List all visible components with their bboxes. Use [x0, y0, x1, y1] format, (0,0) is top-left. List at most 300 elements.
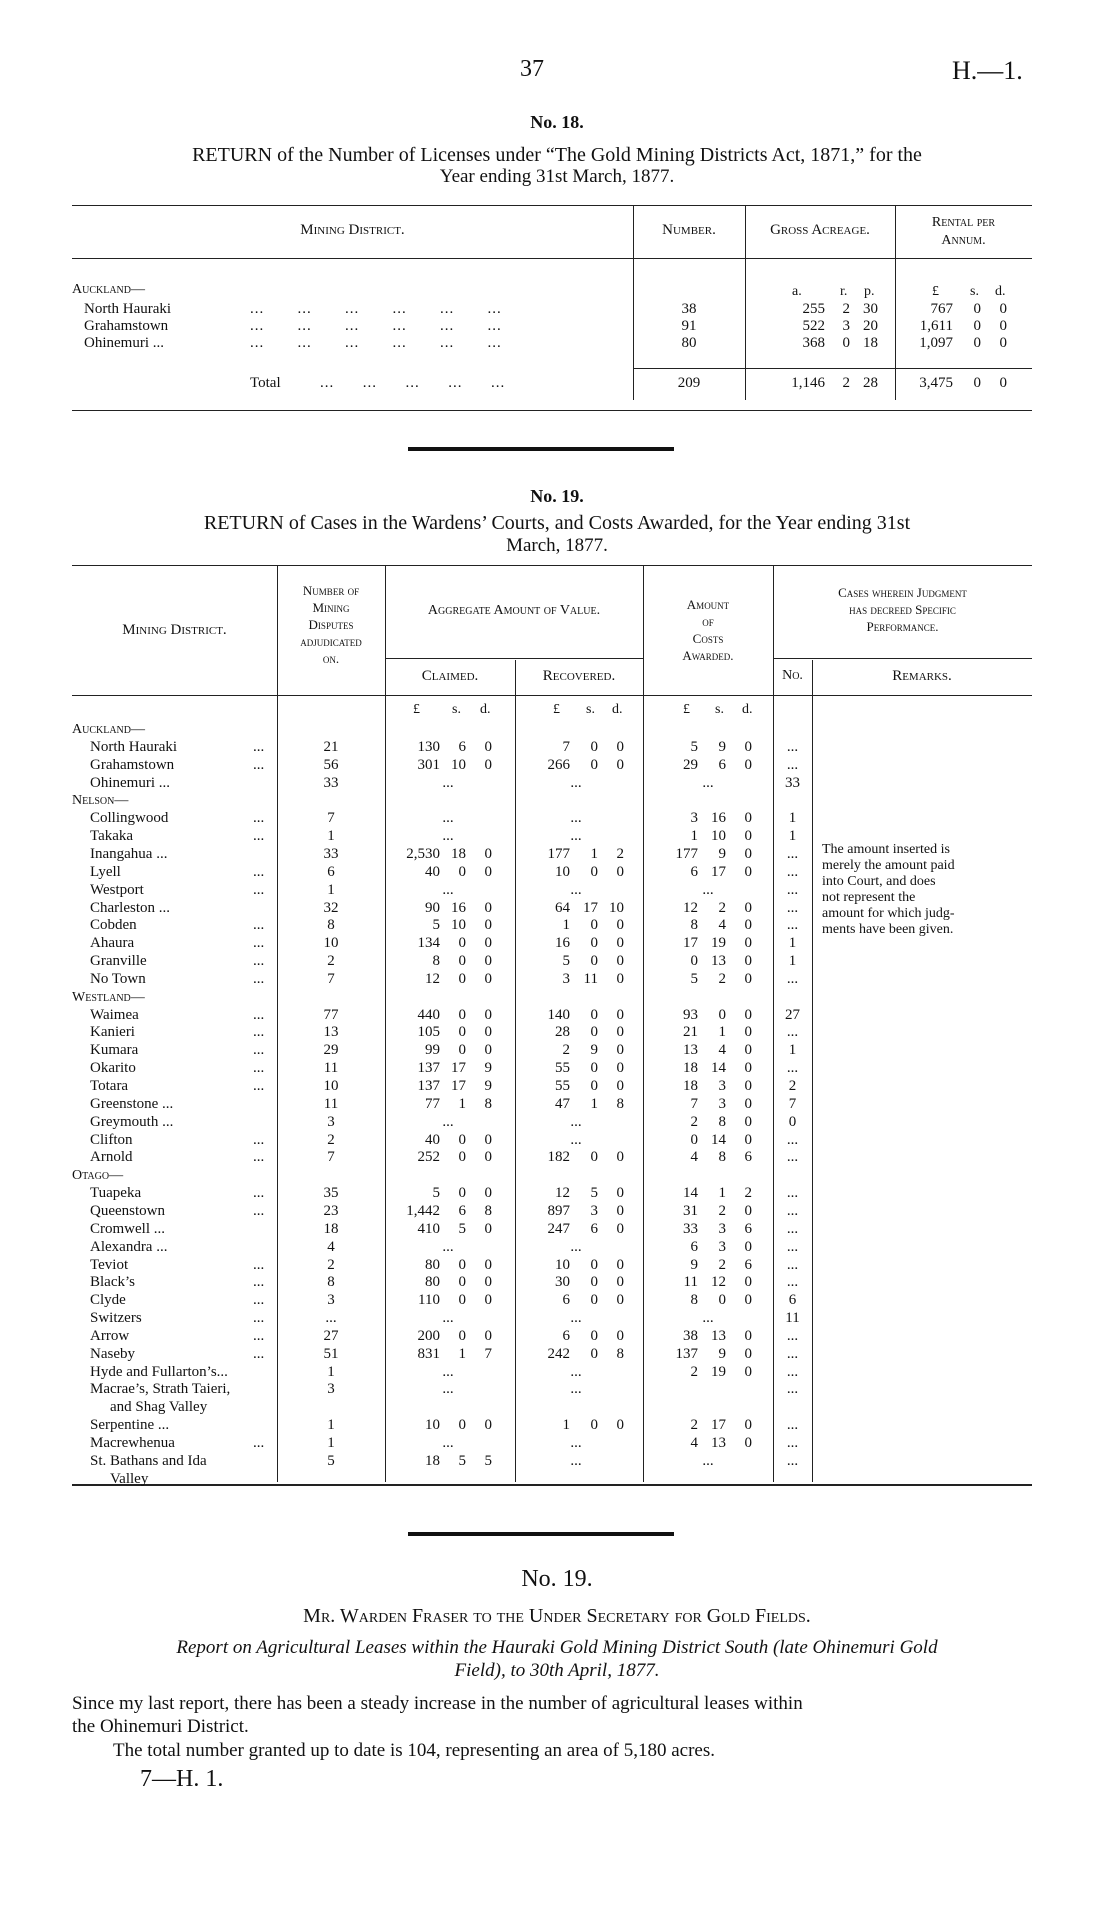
t19-row-claimed: 0	[484, 1257, 492, 1273]
t18-total-label: Total	[250, 375, 281, 391]
t19-row-claimed: 0	[484, 739, 492, 755]
t19-row-costs: 14	[711, 1060, 726, 1076]
t18-total-r: 2	[842, 375, 850, 391]
t19-header-claimed: Claimed.	[421, 668, 479, 684]
t19-header-aggregate: Aggregate Amount of Value.	[427, 603, 601, 618]
t19-row-disputes: 1	[327, 1435, 335, 1451]
t19-row-disputes: 2	[327, 953, 335, 969]
t19-row-district: Teviot	[90, 1257, 129, 1273]
t19-row-costs: 0	[744, 1364, 752, 1380]
t19-row-claimed: 0	[484, 1132, 492, 1148]
t19-row-costs: 8	[690, 1292, 698, 1308]
t19-row-costs: ...	[702, 775, 714, 791]
t19-row-leaders: ...	[253, 1292, 265, 1308]
t19-row-district: Okarito	[90, 1060, 136, 1076]
t19-row-claimed: 0	[484, 1292, 492, 1308]
t19-header-cases: Performance.	[866, 619, 939, 634]
t19-row-recovered: 0	[616, 935, 624, 951]
t18-row-r: 2	[842, 301, 850, 317]
t19-row-recovered: 55	[555, 1078, 570, 1094]
t19-row-judgment-no: ...	[786, 917, 799, 933]
t19-row-disputes: 1	[327, 882, 335, 898]
table18-number: No. 18.	[530, 112, 584, 132]
t19-row-claimed: 80	[425, 1257, 440, 1273]
t19-row-recovered: 0	[616, 1328, 624, 1344]
t18-total-a: 1,146	[791, 375, 825, 391]
t19-row-recovered: 3	[562, 971, 570, 987]
t19-row-claimed: 0	[458, 1132, 466, 1148]
t19-row-claimed: 12	[425, 971, 440, 987]
t19-row-disputes: 33	[323, 846, 339, 862]
t19-row-costs: 10	[711, 828, 726, 844]
t19-row-claimed: 1,442	[406, 1203, 440, 1219]
t18-total-dots: ... ... ... ... ...	[320, 375, 506, 391]
t19-row-recovered: 0	[590, 1257, 598, 1273]
t19-row-costs: 0	[744, 1274, 752, 1290]
t19-row-claimed: 8	[432, 953, 440, 969]
t19-row-judgment-no: 11	[785, 1310, 800, 1326]
t19-row-costs: 2	[690, 1417, 698, 1433]
t19-row-recovered: 16	[555, 935, 570, 951]
t19-row-disputes: 13	[323, 1024, 339, 1040]
t19-row-leaders: ...	[253, 1060, 265, 1076]
t19-row-disputes: 10	[323, 1078, 339, 1094]
t19-row-district: Greymouth ...	[90, 1114, 174, 1130]
t19-row-claimed: 0	[484, 864, 492, 880]
t19-row-claimed: 0	[458, 953, 466, 969]
t19-row-recovered: 5	[562, 953, 570, 969]
t19-row-costs: 0	[744, 971, 752, 987]
t19-row-district: Inangahua ...	[90, 846, 168, 862]
t19-row-leaders: ...	[253, 1257, 265, 1273]
t19-row-claimed: 10	[425, 1417, 440, 1433]
t19-row-recovered: 0	[616, 1292, 624, 1308]
t19-row-costs: 9	[718, 739, 726, 755]
t19-row-claimed: 0	[484, 1024, 492, 1040]
t19-row-claimed: 252	[417, 1149, 440, 1165]
t19-row-recovered: 140	[547, 1007, 570, 1023]
t19-unit-a-d: d.	[742, 702, 753, 717]
t19-row-claimed: 1	[458, 1346, 466, 1362]
t19-row-claimed: 40	[425, 864, 440, 880]
t19-row-judgment-no: 27	[785, 1007, 800, 1023]
t19-row-costs: 6	[690, 1239, 698, 1255]
t19-row-district: Naseby	[90, 1346, 135, 1362]
t19-row-district: North Hauraki	[90, 739, 178, 755]
t18-unit-pound: £	[932, 284, 939, 299]
t19-row-recovered: 0	[590, 1328, 598, 1344]
t19-unit-r-d: d.	[612, 702, 623, 717]
t19-row-recovered: 6	[562, 1328, 570, 1344]
t19-row-claimed: 77	[425, 1096, 440, 1112]
t19-row-disputes: 11	[323, 1060, 339, 1076]
t19-row-judgment-no: ...	[786, 1364, 799, 1380]
t19-row-recovered: 0	[590, 1292, 598, 1308]
t18-row-r: 3	[842, 318, 850, 334]
t19-row-claimed: 0	[458, 971, 466, 987]
table19-title-line1: RETURN of Cases in the Wardens’ Courts, and Costs Awarded, for the Year ending 31st	[203, 512, 911, 534]
t19-row-district: Switzers	[90, 1310, 142, 1326]
t19-row-disputes: 23	[323, 1203, 339, 1219]
t19-row-judgment-no: ...	[786, 1381, 799, 1397]
t19-row-claimed: 0	[484, 900, 492, 916]
t19-row-recovered: 0	[616, 739, 624, 755]
t19-row-claimed: ...	[442, 1310, 454, 1326]
t19-row-judgment-no: 2	[788, 1078, 797, 1094]
t19-row-recovered: ...	[570, 828, 582, 844]
t19-row-recovered: 0	[616, 1149, 624, 1165]
t18-total-s: 0	[973, 375, 981, 391]
t19-province: Auckland—	[72, 722, 145, 737]
t19-row-disputes: 35	[323, 1185, 339, 1201]
t19-row-claimed: 0	[484, 953, 492, 969]
t19-row-district: Waimea	[90, 1007, 139, 1023]
t19-row-costs: 0	[744, 846, 752, 862]
t19-row-claimed: ...	[442, 810, 454, 826]
t19-row-costs: 0	[744, 917, 752, 933]
separator-rule	[408, 447, 674, 451]
t19-row-judgment-no: 1	[788, 1042, 797, 1058]
t19-row-disputes: 21	[323, 739, 339, 755]
t19-row-recovered: 1	[590, 1096, 598, 1112]
t19-row-claimed: 90	[425, 900, 440, 916]
t19-header-cases: has decreed Specific	[849, 602, 956, 617]
t19-row-district: Tuapeka	[90, 1185, 142, 1201]
t19-row-recovered: 0	[616, 1060, 624, 1076]
t19-row-disputes: 33	[323, 775, 339, 791]
t19-row-leaders: ...	[253, 810, 265, 826]
t19-row-claimed: 0	[458, 1274, 466, 1290]
t19-row-costs: 4	[718, 917, 726, 933]
t19-row-costs: 0	[744, 1060, 752, 1076]
t19-row-costs: 12	[683, 900, 698, 916]
t18-header-district: Mining District.	[300, 222, 405, 238]
t19-row-costs: ...	[702, 1310, 714, 1326]
t18-row-s: 0	[973, 335, 981, 351]
t19-row-district: Clifton	[90, 1132, 133, 1148]
t19-row-disputes: 1	[327, 828, 335, 844]
t19-row-judgment-no: 1	[788, 828, 797, 844]
t19-row-leaders: ...	[253, 917, 265, 933]
t19-row-claimed: 0	[484, 1042, 492, 1058]
page-number: 37	[520, 56, 544, 82]
t19-row-costs: 13	[711, 1328, 726, 1344]
t19-row-claimed: 137	[417, 1078, 440, 1094]
t19-row-disputes: 27	[323, 1328, 339, 1344]
t19-row-leaders: ...	[253, 1310, 265, 1326]
t19-row-costs: 17	[711, 1417, 726, 1433]
t19-row-costs: 3	[718, 1239, 726, 1255]
t19-row-disputes: 10	[323, 935, 339, 951]
t19-unit-a-pound: £	[683, 702, 690, 717]
t19-row-costs: 0	[690, 1132, 698, 1148]
t19-row-disputes: 51	[323, 1346, 339, 1362]
t19-province: Westland—	[72, 990, 145, 1005]
t19-row-district: Arrow	[90, 1328, 130, 1344]
t19-row-recovered: 0	[616, 971, 624, 987]
t19-row-disputes: 3	[327, 1114, 335, 1130]
t19-row-leaders: ...	[253, 828, 265, 844]
t19-row-judgment-no: ...	[786, 1132, 799, 1148]
t19-row-claimed: 0	[484, 1149, 492, 1165]
t19-row-judgment-no: ...	[786, 1274, 799, 1290]
t19-header-disputes: Mining	[312, 600, 350, 615]
t19-row-claimed: 1	[458, 1096, 466, 1112]
t18-total-p: 28	[863, 375, 878, 391]
t19-row-recovered: 0	[616, 1007, 624, 1023]
report-number: No. 19.	[521, 1566, 593, 1592]
t19-row-judgment-no: 1	[788, 810, 797, 826]
t19-row-costs: 18	[683, 1078, 698, 1094]
t19-row-recovered: 17	[583, 900, 598, 916]
t19-remarks-line: amount for which judg-	[822, 906, 955, 921]
t19-row-costs: 0	[744, 1346, 752, 1362]
report-footer: 7—H. 1.	[140, 1766, 224, 1792]
t19-row-claimed: 0	[484, 1417, 492, 1433]
t19-header-remarks: Remarks.	[892, 668, 952, 684]
t19-row-costs: 3	[718, 1096, 726, 1112]
t19-row-leaders: ...	[253, 953, 265, 969]
t19-row-judgment-no: ...	[786, 1328, 799, 1344]
t19-row-recovered: 47	[555, 1096, 570, 1112]
t19-row-claimed: 137	[417, 1060, 440, 1076]
t19-row-costs: 0	[744, 1328, 752, 1344]
t19-row-district: Charleston ...	[90, 900, 170, 916]
t19-row-judgment-no: ...	[786, 1417, 799, 1433]
t18-row-pound: 1,611	[919, 318, 953, 334]
t19-row-claimed: 5	[432, 917, 440, 933]
t18-row-a: 522	[802, 318, 825, 334]
t19-row-costs: 13	[711, 953, 726, 969]
t19-row-leaders: ...	[253, 1328, 265, 1344]
t19-row-recovered: 266	[547, 757, 570, 773]
t19-row-claimed: 0	[484, 1185, 492, 1201]
t19-row-claimed: 16	[451, 900, 466, 916]
t19-row-costs: 9	[718, 846, 726, 862]
t19-row-claimed: ...	[442, 1239, 454, 1255]
t19-row-disputes: 8	[327, 917, 335, 933]
t19-row-costs: 0	[718, 1292, 726, 1308]
t18-row-number: 38	[681, 301, 697, 317]
t19-row-district: No Town	[90, 971, 146, 987]
t19-row-recovered: ...	[570, 775, 582, 791]
t18-header-acreage: Gross Acreage.	[770, 222, 870, 238]
t19-row-recovered: 3	[590, 1203, 598, 1219]
t19-row-costs: 16	[711, 810, 726, 826]
t19-row-costs: 0	[744, 1024, 752, 1040]
t19-row-district: Cromwell ...	[90, 1221, 165, 1237]
t19-row-district: Granville	[90, 953, 147, 969]
t18-row-leaders: ... ... ... ... ... ...	[250, 301, 502, 317]
t19-row-costs: 21	[683, 1024, 698, 1040]
t19-row-costs: 1	[690, 828, 698, 844]
t19-row-claimed: 18	[451, 846, 466, 862]
t19-row-recovered: 0	[616, 1185, 624, 1201]
t19-row-costs: 93	[683, 1007, 698, 1023]
t19-row-recovered: 247	[547, 1221, 570, 1237]
t19-row-costs: 0	[690, 953, 698, 969]
t19-row-district: Arnold	[90, 1149, 133, 1165]
t18-row-d: 0	[999, 335, 1007, 351]
t19-row-disputes: 2	[327, 1132, 335, 1148]
t19-row-recovered: 0	[616, 1078, 624, 1094]
t19-row-costs: 0	[744, 953, 752, 969]
t19-row-disputes: 56	[323, 757, 339, 773]
t19-row-judgment-no: ...	[786, 1203, 799, 1219]
t18-unit-r: r.	[840, 284, 848, 299]
report-para2: The total number granted up to date is 104, representing an area of 5,180 acres.	[113, 1740, 715, 1761]
t19-row-claimed: 40	[425, 1132, 440, 1148]
t19-header-district: Mining District.	[122, 622, 227, 638]
t19-row-costs: 0	[744, 935, 752, 951]
t19-row-leaders: ...	[253, 1435, 265, 1451]
t19-row-district: Macrae’s, Strath Taieri,	[90, 1381, 231, 1397]
t18-unit-d: d.	[995, 284, 1006, 299]
t19-row-recovered: 0	[616, 864, 624, 880]
t19-row-judgment-no: ...	[786, 1435, 799, 1451]
t18-row-d: 0	[999, 318, 1007, 334]
t19-row-leaders: ...	[253, 971, 265, 987]
t19-row-leaders: ...	[253, 1203, 265, 1219]
t19-row-costs: 3	[690, 810, 698, 826]
t19-remarks-line: merely the amount paid	[822, 858, 955, 873]
t19-row-district: Ahaura	[90, 935, 135, 951]
t19-row-disputes: 11	[323, 1096, 339, 1112]
t19-row-claimed: 18	[425, 1453, 440, 1469]
t19-row-judgment-no: 0	[788, 1114, 797, 1130]
t19-row-judgment-no: 33	[785, 775, 800, 791]
t19-row-costs: 13	[711, 1435, 726, 1451]
t19-unit-c-pound: £	[413, 702, 420, 717]
t19-row-costs: 8	[718, 1149, 726, 1165]
t19-header-cases: Cases wherein Judgment	[838, 585, 967, 600]
t19-row-claimed: 105	[417, 1024, 440, 1040]
t19-row-costs: 0	[744, 1203, 752, 1219]
t19-row-costs: 0	[744, 1042, 752, 1058]
t19-row-district: Valley	[110, 1471, 149, 1487]
t19-row-leaders: ...	[253, 1024, 265, 1040]
t18-row-r: 0	[842, 335, 850, 351]
t19-row-recovered: 0	[616, 757, 624, 773]
t19-row-judgment-no: ...	[786, 1024, 799, 1040]
t19-row-claimed: ...	[442, 1381, 454, 1397]
t19-row-district: Clyde	[90, 1292, 126, 1308]
t19-row-district: Kumara	[90, 1042, 139, 1058]
t19-row-recovered: ...	[570, 1453, 582, 1469]
t19-row-disputes: 7	[327, 971, 335, 987]
t19-row-leaders: ...	[253, 739, 265, 755]
t18-row-p: 20	[863, 318, 878, 334]
t19-row-district: Serpentine ...	[90, 1417, 170, 1433]
t19-row-costs: 31	[683, 1203, 698, 1219]
t19-row-recovered: 0	[590, 864, 598, 880]
t19-row-judgment-no: 1	[788, 953, 797, 969]
t19-header-costs: Costs	[692, 631, 724, 646]
t19-row-recovered: ...	[570, 1364, 582, 1380]
t19-row-costs: 18	[683, 1060, 698, 1076]
t19-row-claimed: 0	[458, 1149, 466, 1165]
separator-rule-2	[408, 1532, 674, 1536]
t19-remarks-line: ments have been given.	[822, 922, 954, 937]
t19-row-recovered: ...	[570, 882, 582, 898]
t19-row-recovered: 7	[562, 739, 570, 755]
t19-row-costs: 0	[744, 1096, 752, 1112]
t19-row-costs: 3	[718, 1078, 726, 1094]
t19-row-recovered: 0	[590, 1417, 598, 1433]
t19-row-costs: 0	[744, 1132, 752, 1148]
t19-row-recovered: 0	[616, 1257, 624, 1273]
t19-row-district: Queenstown	[90, 1203, 165, 1219]
t19-row-district: St. Bathans and Ida	[90, 1453, 207, 1469]
t19-row-recovered: 8	[616, 1346, 624, 1362]
t19-row-district: Alexandra ...	[90, 1239, 168, 1255]
t19-unit-c-d: d.	[480, 702, 491, 717]
report-from-line: Mr. Warden Fraser to the Under Secretary for Gold Fields.	[303, 1605, 811, 1627]
t18-header-number: Number.	[662, 222, 716, 238]
t19-row-costs: 0	[744, 900, 752, 916]
t19-row-recovered: 28	[555, 1024, 570, 1040]
t19-row-recovered: ...	[570, 1435, 582, 1451]
t19-row-disputes: 4	[327, 1239, 335, 1255]
t19-row-claimed: ...	[442, 1114, 454, 1130]
t19-row-disputes: 18	[323, 1221, 339, 1237]
t19-header-disputes: adjudicated	[300, 634, 362, 649]
t19-row-judgment-no: ...	[786, 846, 799, 862]
t19-row-claimed: 9	[484, 1078, 492, 1094]
t19-row-disputes: 5	[327, 1453, 335, 1469]
t19-row-claimed: 6	[458, 739, 466, 755]
t19-row-costs: 0	[744, 810, 752, 826]
t18-row-a: 368	[802, 335, 825, 351]
t19-row-recovered: 182	[547, 1149, 570, 1165]
t19-row-leaders: ...	[253, 935, 265, 951]
t19-row-claimed: 0	[458, 1185, 466, 1201]
t19-header-disputes: Disputes	[308, 617, 354, 632]
t19-row-judgment-no: 6	[788, 1292, 797, 1308]
t19-row-leaders: ...	[253, 1042, 265, 1058]
t19-row-claimed: 9	[484, 1060, 492, 1076]
t19-header-disputes: on.	[322, 651, 340, 666]
t18-row-p: 30	[863, 301, 878, 317]
report-subtitle-line1: Report on Agricultural Leases within the Hauraki Gold Mining District South (late Ohinemuri Gold	[176, 1637, 938, 1658]
t19-row-disputes: 8	[327, 1274, 335, 1290]
t19-row-claimed: 5	[432, 1185, 440, 1201]
t19-row-claimed: 0	[458, 1007, 466, 1023]
t19-row-recovered: 0	[590, 935, 598, 951]
t19-row-recovered: ...	[570, 810, 582, 826]
t19-row-claimed: 0	[458, 1417, 466, 1433]
t19-row-judgment-no: ...	[786, 882, 799, 898]
t19-row-costs: 1	[718, 1185, 726, 1201]
t19-row-claimed: 0	[458, 864, 466, 880]
t19-row-claimed: 0	[484, 1328, 492, 1344]
t19-row-judgment-no: ...	[786, 1239, 799, 1255]
t19-row-costs: 0	[744, 1417, 752, 1433]
t19-row-judgment-no: ...	[786, 739, 799, 755]
t19-row-recovered: 2	[562, 1042, 570, 1058]
t19-row-costs: 19	[711, 1364, 726, 1380]
t19-row-district: Takaka	[90, 828, 134, 844]
t19-row-costs: 9	[690, 1257, 698, 1273]
t19-row-district: Greenstone ...	[90, 1096, 174, 1112]
table19-number: No. 19.	[530, 486, 584, 506]
t19-row-costs: 4	[690, 1435, 698, 1451]
table18-title-line1: RETURN of the Number of Licenses under “The Gold Mining Districts Act, 1871,” for the	[192, 144, 922, 166]
table19-title-line2: March, 1877.	[506, 535, 608, 556]
t19-row-claimed: 0	[484, 757, 492, 773]
t19-row-district: Totara	[90, 1078, 129, 1094]
t19-row-judgment-no: 7	[788, 1096, 797, 1112]
